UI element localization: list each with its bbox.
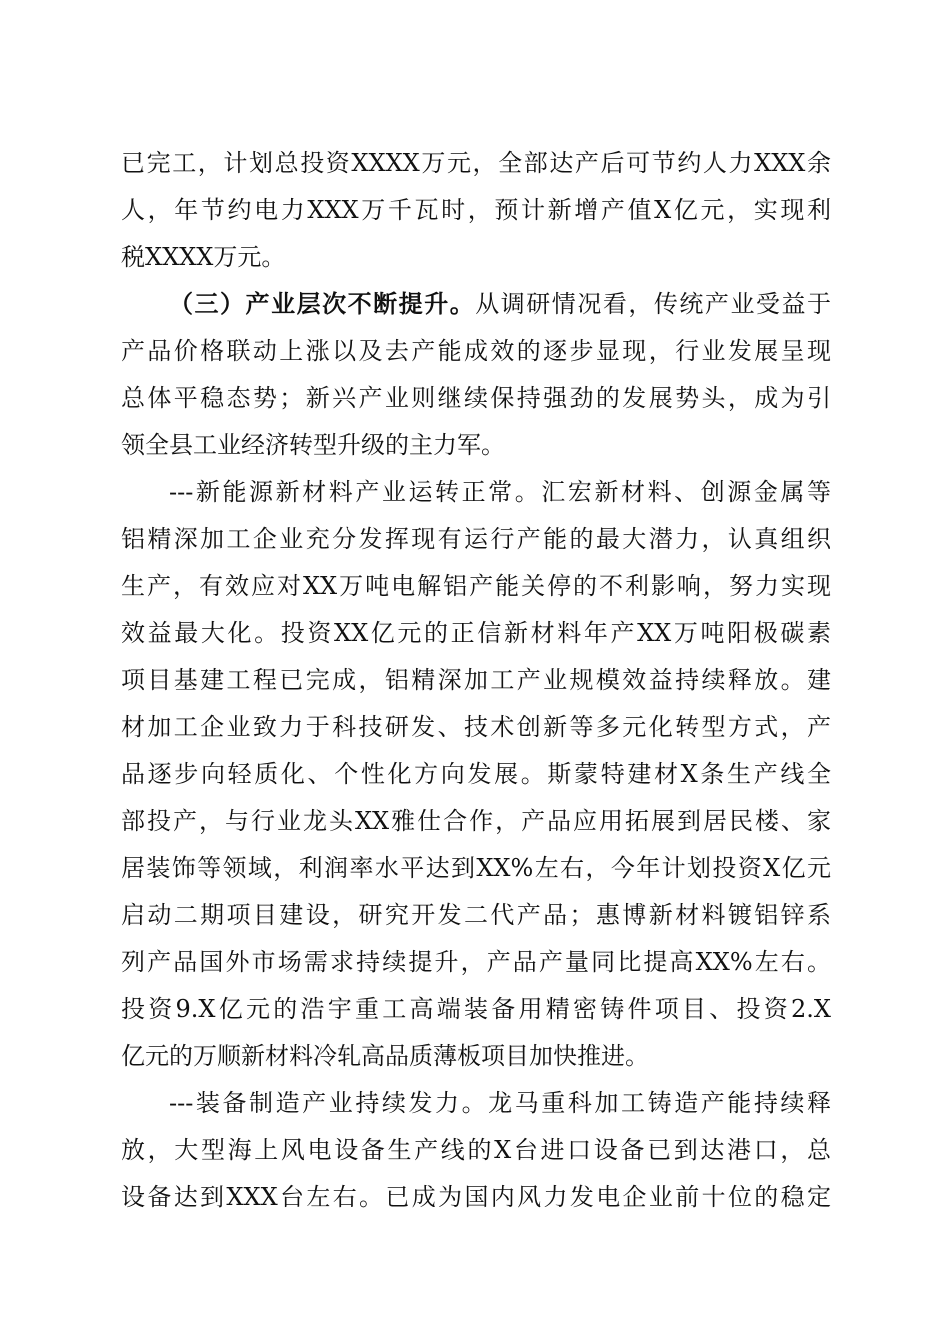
paragraph-line: 材加工企业致力于科技研发、技术创新等多元化转型方式，产: [121, 713, 831, 741]
paragraph-line: 领全县工业经济转型升级的主力军。: [121, 431, 505, 459]
paragraph-line: 投资9.X亿元的浩宇重工高端装备用精密铸件项目、投资2.X: [121, 995, 831, 1023]
paragraph-line: 生产，有效应对XX万吨电解铝产能关停的不利影响，努力实现: [121, 572, 831, 600]
section-heading: （三）产业层次不断提升。: [169, 289, 476, 318]
paragraph-line: 总体平稳态势；新兴产业则继续保持强劲的发展势头，成为引: [121, 384, 831, 412]
paragraph-line: 设备达到XXX台左右。已成为国内风力发电企业前十位的稳定: [121, 1183, 831, 1211]
paragraph-line: 品逐步向轻质化、个性化方向发展。斯蒙特建材X条生产线全: [121, 760, 831, 788]
paragraph-line: 列产品国外市场需求持续提升，产品产量同比提高XX%左右。: [121, 948, 831, 976]
paragraph-line: 效益最大化。投资XX亿元的正信新材料年产XX万吨阳极碳素: [121, 619, 831, 647]
paragraph-line: 放，大型海上风电设备生产线的X台进口设备已到达港口，总: [121, 1136, 831, 1164]
paragraph-line: 铝精深加工企业充分发挥现有运行产能的最大潜力，认真组织: [121, 525, 831, 553]
paragraph-line: 启动二期项目建设，研究开发二代产品；惠博新材料镀铝锌系: [121, 901, 831, 929]
paragraph-line: ---装备制造产业持续发力。龙马重科加工铸造产能持续释: [169, 1089, 831, 1117]
paragraph-line: 部投产，与行业龙头XX雅仕合作，产品应用拓展到居民楼、家: [121, 807, 831, 835]
paragraph-line: 已完工，计划总投资XXXX万元，全部达产后可节约人力XXX余: [121, 149, 831, 177]
section-heading-line: （三）产业层次不断提升。从调研情况看，传统产业受益于: [169, 289, 832, 318]
paragraph-line: 项目基建工程已完成，铝精深加工产业规模效益持续释放。建: [121, 666, 831, 694]
paragraph-line: 税XXXX万元。: [121, 243, 286, 271]
paragraph-line: ---新能源新材料产业运转正常。汇宏新材料、创源金属等: [169, 478, 831, 506]
paragraph-line: 产品价格联动上涨以及去产能成效的逐步显现，行业发展呈现: [121, 337, 831, 365]
paragraph-line: 人，年节约电力XXX万千瓦时，预计新增产值X亿元，实现利: [121, 196, 831, 224]
paragraph-line: 居装饰等领域，利润率水平达到XX%左右，今年计划投资X亿元: [121, 854, 831, 882]
paragraph-line: 亿元的万顺新材料冷轧高品质薄板项目加快推进。: [121, 1042, 649, 1070]
